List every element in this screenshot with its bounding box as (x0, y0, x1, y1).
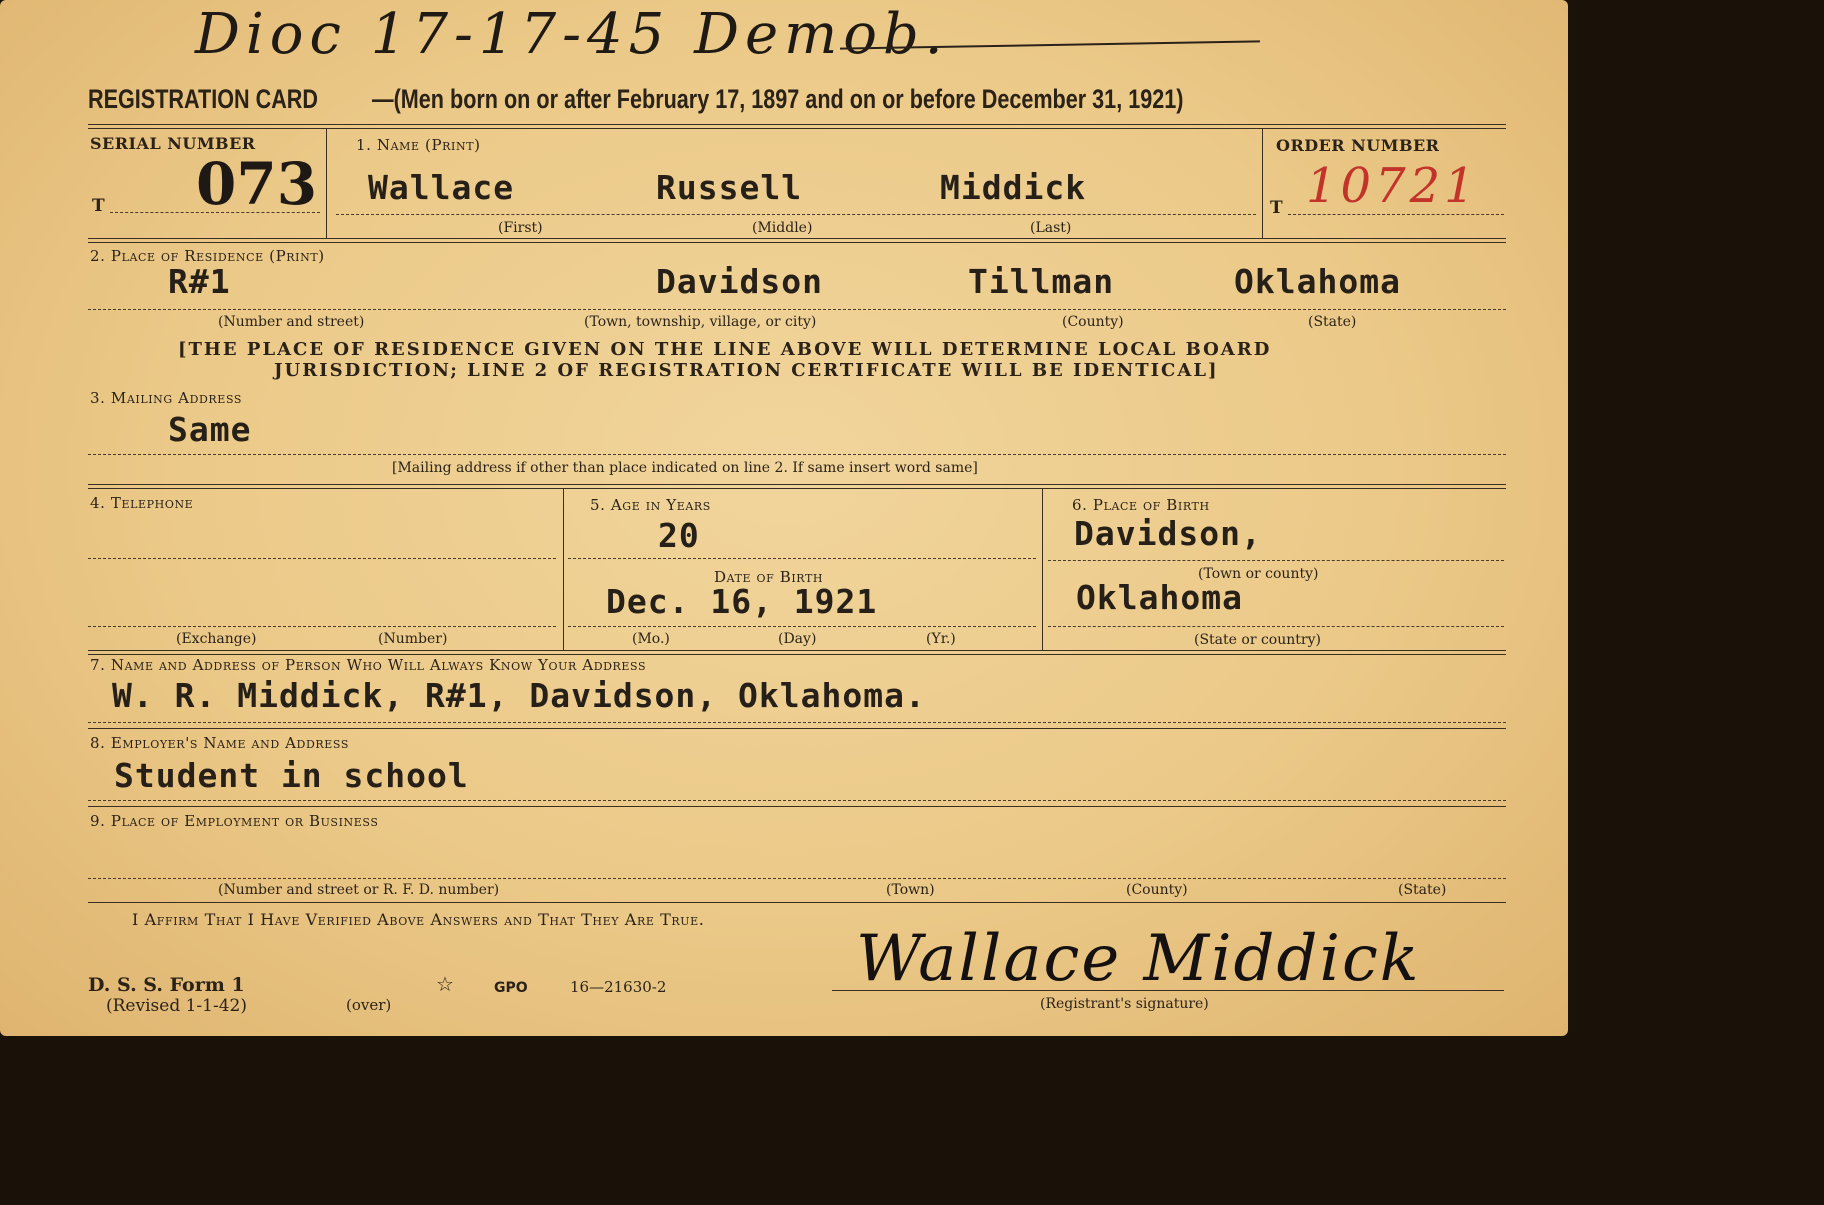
residence-label: 2. Place of Residence (Print) (90, 247, 325, 265)
last-name-caption: (Last) (1030, 220, 1072, 236)
name-line (336, 214, 1256, 215)
rule (88, 902, 1506, 903)
rule (88, 484, 1506, 485)
telephone-line-2 (88, 626, 556, 627)
serial-prefix: T (92, 196, 105, 216)
rule (88, 650, 1506, 651)
employment-state-caption: (State) (1398, 882, 1447, 898)
rule (88, 488, 1506, 489)
state-caption: (State) (1308, 314, 1357, 330)
age-label: 5. Age in Years (590, 496, 711, 514)
last-name-value: Middick (940, 168, 1087, 207)
residence-line (88, 309, 1506, 310)
dob-line (568, 626, 1036, 627)
employment-county-caption: (County) (1126, 882, 1188, 898)
serial-number-value: 073 (196, 150, 318, 218)
county-caption: (County) (1062, 314, 1124, 330)
form-number: D. S. S. Form 1 (88, 974, 245, 996)
employer-label: 8. Employer's Name and Address (90, 734, 349, 752)
month-caption: (Mo.) (632, 631, 670, 647)
name-label: 1. Name (Print) (356, 136, 481, 154)
rule (88, 242, 1506, 243)
card-subtitle: —(Men born on or after February 17, 1897 and on or before December 31, 1921) (372, 84, 1184, 114)
rule (1042, 488, 1043, 650)
order-prefix: T (1270, 198, 1283, 218)
rule (88, 128, 1506, 129)
order-number-value: 10721 (1306, 158, 1479, 214)
over-note: (over) (346, 996, 392, 1014)
rule (563, 488, 564, 650)
mailing-caption: [Mailing address if other than place indicated on line 2. If same insert word same] (392, 460, 978, 476)
signature-caption: (Registrant's signature) (1040, 996, 1209, 1012)
first-name-value: Wallace (368, 168, 515, 207)
signature-line (832, 990, 1504, 991)
year-caption: (Yr.) (926, 631, 956, 647)
age-line (568, 558, 1036, 559)
mailing-address-label: 3. Mailing Address (90, 389, 243, 407)
contact-value: W. R. Middick, R#1, Davidson, Oklahoma. (112, 676, 926, 715)
street-caption: (Number and street) (218, 314, 365, 330)
mailing-address-value: Same (168, 410, 252, 449)
birth-state-value: Oklahoma (1076, 578, 1243, 617)
mailing-line (88, 454, 1506, 455)
rule (88, 728, 1506, 729)
telephone-label: 4. Telephone (90, 494, 194, 512)
employment-town-caption: (Town) (886, 882, 935, 898)
rule (326, 128, 327, 238)
rule (1262, 128, 1263, 238)
form-revised: (Revised 1-1-42) (106, 996, 247, 1016)
contact-label: 7. Name and Address of Person Who Will Always Know Your Address (90, 656, 647, 674)
number-caption: (Number) (378, 631, 448, 647)
birthplace-line (1048, 560, 1504, 561)
day-caption: (Day) (778, 631, 817, 647)
birth-state-caption: (State or country) (1194, 632, 1321, 648)
exchange-caption: (Exchange) (176, 631, 257, 647)
employer-line (88, 800, 1506, 801)
birthplace-line-2 (1048, 626, 1504, 627)
serial-number-label: SERIAL NUMBER (90, 134, 256, 153)
order-number-label: ORDER NUMBER (1276, 136, 1440, 155)
birth-town-value: Davidson, (1074, 514, 1262, 553)
rule (88, 238, 1506, 239)
residence-county-value: Tillman (968, 262, 1115, 301)
handwritten-annotation: Dioc 17-17-45 Demob. (195, 2, 949, 67)
rule (88, 654, 1506, 655)
employer-value: Student in school (114, 756, 469, 795)
gpo-number: 16—21630-2 (570, 978, 667, 996)
residence-state-value: Oklahoma (1234, 262, 1401, 301)
birthplace-label: 6. Place of Birth (1072, 496, 1210, 514)
gpo-label: GPO (494, 980, 528, 996)
employment-line (88, 878, 1506, 879)
employment-street-caption: (Number and street or R. F. D. number) (218, 882, 500, 898)
residence-notice-line2: JURISDICTION; LINE 2 OF REGISTRATION CERTIFICATE WILL BE IDENTICAL] (274, 360, 1219, 381)
star-icon: ☆ (436, 972, 454, 996)
residence-street-value: R#1 (168, 262, 231, 301)
birth-town-caption: (Town or county) (1198, 566, 1319, 582)
town-caption: (Town, township, village, or city) (584, 314, 817, 330)
residence-notice-line1: [THE PLACE OF RESIDENCE GIVEN ON THE LINE ABOVE WILL DETERMINE LOCAL BOARD (178, 339, 1272, 360)
rule (88, 806, 1506, 807)
rule (88, 124, 1506, 125)
affirmation-text: I Affirm That I Have Verified Above Answers and That They Are True. (132, 910, 705, 929)
telephone-line (88, 558, 556, 559)
employment-label: 9. Place of Employment or Business (90, 812, 379, 830)
middle-name-value: Russell (656, 168, 803, 207)
order-line (1288, 214, 1504, 215)
middle-name-caption: (Middle) (752, 220, 813, 236)
residence-town-value: Davidson (656, 262, 823, 301)
registrant-signature: Wallace Middick (856, 922, 1421, 996)
dob-value: Dec. 16, 1921 (606, 582, 878, 621)
card-title: REGISTRATION CARD (88, 84, 318, 114)
contact-line (88, 722, 1506, 723)
age-value: 20 (658, 516, 700, 555)
dob-label: Date of Birth (714, 568, 824, 586)
first-name-caption: (First) (498, 220, 543, 236)
